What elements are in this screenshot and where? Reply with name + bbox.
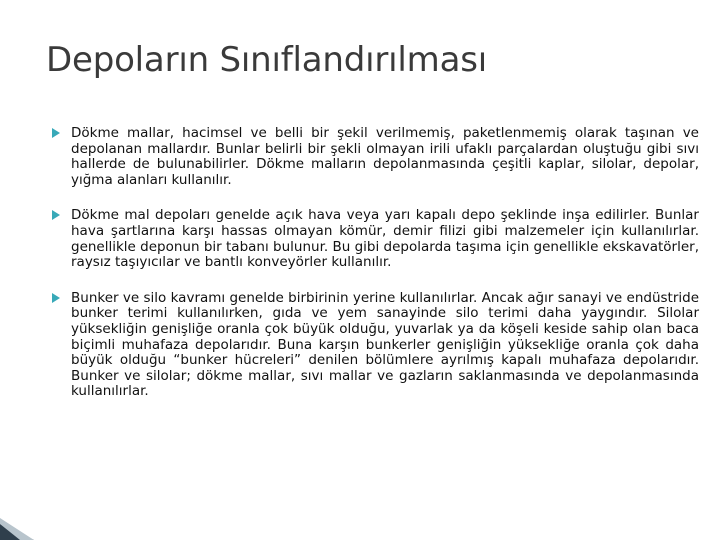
slide-title: Depoların Sınıflandırılması: [46, 40, 487, 80]
triangle-bullet-icon: [52, 293, 60, 303]
paragraph-1-text: Dökme mallar, hacimsel ve belli bir şekil verilmemiş, paketlenmemiş olarak taşınan ve depolanan mallardır. Bunlar belirli bir şekli olmayan irili ufaklı parçalardan oluştuğu gibi sıvı hallerde de bulunabilirler. Dökme malların depolanmasında çeşitli kaplar, silolar, depolar, yığma alanları kullanılır.: [71, 125, 699, 188]
paragraph-1: [71, 126, 699, 188]
paragraph-2: [71, 208, 699, 270]
triangle-bullet-icon: [52, 210, 60, 220]
slide-body: [71, 126, 699, 420]
corner-decoration: [0, 518, 34, 540]
paragraph-2-text: Dökme mal depoları genelde açık hava veya yarı kapalı depo şeklinde inşa edilirler. Bunlar hava şartlarına karşı hassas olmayan kömür, demir filizi gibi malzemeler için kullanılırlar. genellikle deponun bir tabanı bulunur. Bu gibi depolarda taşıma için genellikle ekskavatörler, raysız taşıyıcılar ve bantlı konveyörler kullanılır.: [71, 207, 699, 271]
triangle-bullet-icon: [52, 128, 60, 138]
paragraph-3-text: Bunker ve silo kavramı genelde birbirinin yerine kullanılırlar. Ancak ağır sanayi ve endüstride bunker terimi kullanılırken, gıda ve yem sanayinde silo terimi daha yaygındır. Silolar yüksekliğin genişliğe oranla çok büyük olduğu, yuvarlak ya da köşeli keside sahip olan baca biçimli muhafaza depolarıdır. Buna karşın bunkerler genişliğin yüksekliğe oranla çok daha büyük olduğu “bunker hücreleri” denilen bölümlere ayrılmış kapalı muhafaza depolarıdır. Bunker ve silolar; dökme mallar, sıvı mallar ve gazların saklanmasında ve depolanmasında kullanılırlar.: [71, 289, 699, 400]
paragraph-3: [71, 291, 699, 400]
